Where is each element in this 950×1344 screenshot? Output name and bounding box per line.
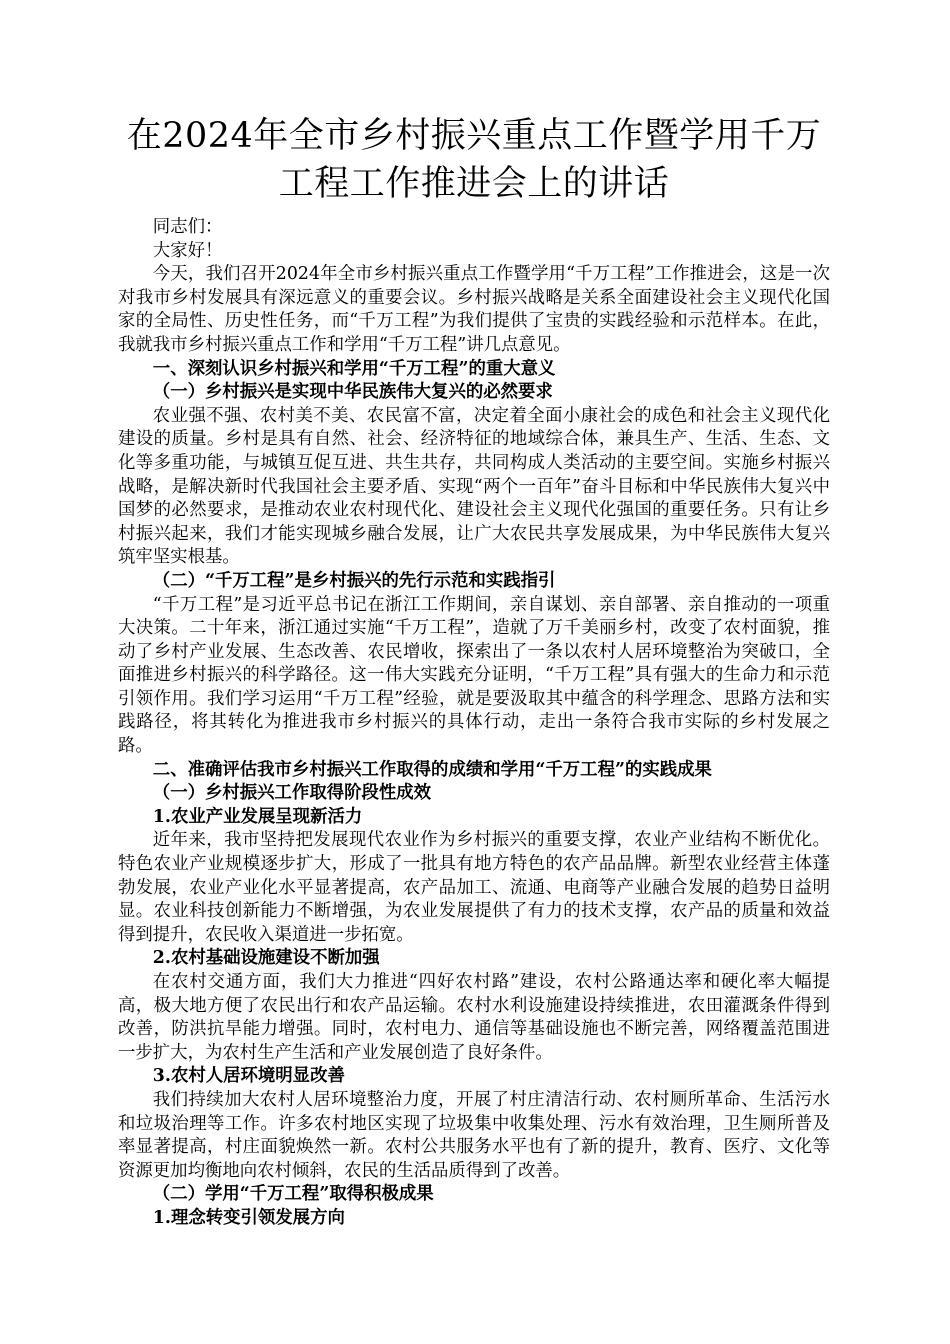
section-2-heading: 二、准确评估我市乡村振兴工作取得的成绩和学用“千万工程”的实践成果 — [152, 759, 712, 780]
salutation: 同志们： — [152, 217, 223, 237]
item-4-heading: 1.理念转变引领发展方向 — [152, 1207, 345, 1228]
section-1-2-paragraph: “千万工程”是习近平总书记在浙江工作期间，亲自谋划、亲自部署、亲自推动的一项重大决策。二十年来，浙江通过实施“千万工程”，造就了万千美丽乡村，改变了农村面貌，推动了乡村产业发展、生态改善、农民增收，探索出了一条以农村人居环境整治为突破口，全面推进乡村振兴的科学路径。这一伟大实践充分证明，“千万工程”具有强大的生命力和示范引领作用。我们学习运用“千万工程”经验，就是要汲取其中蕴含的科学理念、思路方法和实践路径，将其转化为推进我市乡村振兴的具体行动，走出一条符合我市实际的乡村发展之路。 — [118, 594, 830, 757]
item-3-paragraph: 我们持续加大农村人居环境整治力度，开展了村庄清洁行动、农村厕所革命、生活污水和垃圾治理等工作。许多农村地区实现了垃圾集中收集处理、污水有效治理，卫生厕所普及率显著提高，村庄面貌焕然一新。农村公共服务水平也有了新的提升，教育、医疗、文化等资源更加均衡地向农村倾斜，农民的生活品质得到了改善。 — [118, 1089, 830, 1181]
item-2-heading: 2.农村基础设施建设不断加强 — [152, 948, 380, 969]
document-page — [118, 112, 830, 1231]
intro-paragraph: 今天，我们召开2024年全市乡村振兴重点工作暨学用“千万工程”工作推进会，这是一次对我市乡村发展具有深远意义的重要会议。乡村振兴战略是关系全面建设社会主义现代化国家的全局性、历史性任务，而“千万工程”为我们提供了宝贵的实践经验和示范样本。在此，我就我市乡村振兴重点工作和学用“千万工程”讲几点意见。 — [118, 264, 830, 355]
item-3-heading: 3.农村人居环境明显改善 — [152, 1066, 345, 1087]
section-1-1-paragraph: 农业强不强、农村美不美、农民富不富，决定着全面小康社会的成色和社会主义现代化建设的质量。乡村是具有自然、社会、经济特征的地域综合体，兼具生产、生活、生态、文化等多重功能，与城镇互促互进、共生共存，共同构成人类活动的主要空间。实施乡村振兴战略，是解决新时代我国社会主要矛盾、实现“两个一百年”奋斗目标和中华民族伟大复兴中国梦的必然要求，是推动农业农村现代化、建设社会主义现代化强国的重要任务。只有让乡村振兴起来，我们才能实现城乡融合发展，让广大农民共享发展成果，为中华民族伟大复兴筑牢坚实根基。 — [118, 405, 830, 568]
section-1-heading: 一、深刻认识乡村振兴和学用“千万工程”的重大意义 — [152, 358, 556, 379]
section-1-2-heading: （二）“千万工程”是乡村振兴的先行示范和实践指引 — [152, 570, 556, 591]
greeting: 大家好！ — [152, 240, 223, 261]
section-2-2-heading: （二）学用“千万工程”取得积极成果 — [152, 1184, 434, 1205]
section-2-1-heading: （一）乡村振兴工作取得阶段性成效 — [152, 783, 432, 804]
item-1-heading: 1.农业产业发展呈现新活力 — [152, 806, 363, 827]
document-title: 在2024年全市乡村振兴重点工作暨学用千万工程工作推进会上的讲话 — [126, 116, 822, 204]
item-2-paragraph: 在农村交通方面，我们大力推进“四好农村路”建设，农村公路通达率和硬化率大幅提高，极大地方便了农民出行和农产品运输。农村水利设施建设持续推进，农田灌溉条件得到改善，防洪抗旱能力增强。同时，农村电力、通信等基础设施也不断完善，网络覆盖范围进一步扩大，为农村生产生活和产业发展创造了良好条件。 — [118, 972, 830, 1063]
section-1-1-heading: （一）乡村振兴是实现中华民族伟大复兴的必然要求 — [152, 382, 553, 403]
item-1-paragraph: 近年来，我市坚持把发展现代农业作为乡村振兴的重要支撑，农业产业结构不断优化。特色农业产业规模逐步扩大，形成了一批具有地方特色的农产品品牌。新型农业经营主体蓬勃发展，农业产业化水平显著提高，农产品加工、流通、电商等产业融合发展的趋势日益明显。农业科技创新能力不断增强，为农业发展提供了有力的技术支撑，农产品的质量和效益得到提升，农民收入渠道进一步拓宽。 — [118, 830, 830, 945]
